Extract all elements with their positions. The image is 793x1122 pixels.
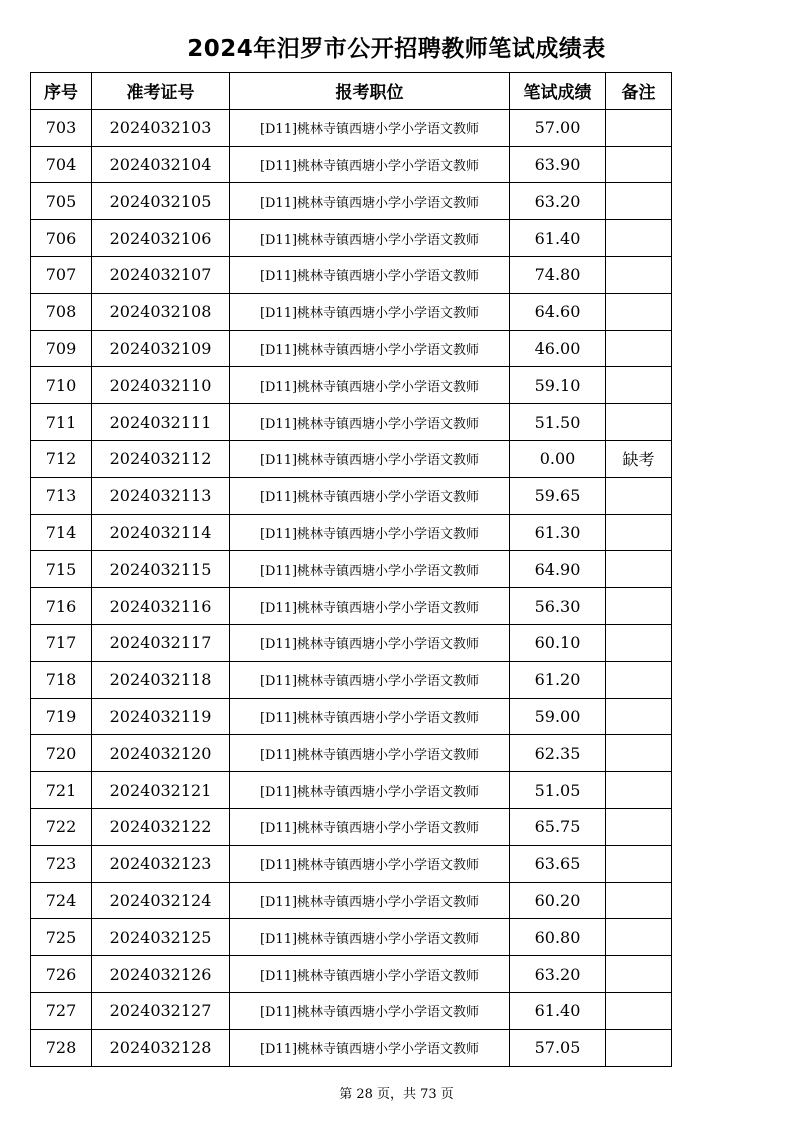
- cell-seq: 724: [31, 882, 92, 919]
- cell-position: [D11]桃林寺镇西塘小学小学语文教师: [230, 514, 510, 551]
- table-row: [31, 698, 672, 735]
- cell-position: [D11]桃林寺镇西塘小学小学语文教师: [230, 109, 510, 146]
- cell-seq: 727: [31, 992, 92, 1029]
- cell-exam-id: 2024032106: [92, 220, 230, 257]
- cell-exam-id: 2024032121: [92, 772, 230, 809]
- cell-remark: [606, 293, 672, 330]
- cell-position: [D11]桃林寺镇西塘小学小学语文教师: [230, 477, 510, 514]
- column-header-position: 报考职位: [230, 73, 510, 110]
- table-body: [31, 109, 672, 1066]
- cell-score: 57.00: [510, 109, 606, 146]
- cell-position: [D11]桃林寺镇西塘小学小学语文教师: [230, 772, 510, 809]
- cell-position: [D11]桃林寺镇西塘小学小学语文教师: [230, 845, 510, 882]
- column-header-exam-id: 准考证号: [92, 73, 230, 110]
- table-header-row: [31, 73, 672, 110]
- cell-score: 61.40: [510, 992, 606, 1029]
- cell-score: 60.20: [510, 882, 606, 919]
- table-row: [31, 404, 672, 441]
- cell-exam-id: 2024032109: [92, 330, 230, 367]
- cell-exam-id: 2024032124: [92, 882, 230, 919]
- cell-remark: [606, 514, 672, 551]
- cell-exam-id: 2024032128: [92, 1029, 230, 1066]
- cell-remark: [606, 404, 672, 441]
- cell-position: [D11]桃林寺镇西塘小学小学语文教师: [230, 293, 510, 330]
- cell-position: [D11]桃林寺镇西塘小学小学语文教师: [230, 440, 510, 477]
- cell-position: [D11]桃林寺镇西塘小学小学语文教师: [230, 661, 510, 698]
- table-row: [31, 514, 672, 551]
- page-footer: 第 28 页，共 73 页: [339, 1087, 454, 1102]
- table-row: [31, 882, 672, 919]
- cell-position: [D11]桃林寺镇西塘小学小学语文教师: [230, 404, 510, 441]
- cell-seq: 719: [31, 698, 92, 735]
- cell-score: 0.00: [510, 440, 606, 477]
- cell-exam-id: 2024032104: [92, 146, 230, 183]
- table-row: [31, 146, 672, 183]
- cell-remark: [606, 551, 672, 588]
- cell-exam-id: 2024032108: [92, 293, 230, 330]
- cell-score: 61.40: [510, 220, 606, 257]
- cell-position: [D11]桃林寺镇西塘小学小学语文教师: [230, 882, 510, 919]
- cell-position: [D11]桃林寺镇西塘小学小学语文教师: [230, 588, 510, 625]
- cell-seq: 715: [31, 551, 92, 588]
- cell-score: 63.90: [510, 146, 606, 183]
- cell-score: 51.50: [510, 404, 606, 441]
- cell-score: 51.05: [510, 772, 606, 809]
- table-row: [31, 624, 672, 661]
- cell-seq: 716: [31, 588, 92, 625]
- cell-exam-id: 2024032126: [92, 956, 230, 993]
- cell-exam-id: 2024032113: [92, 477, 230, 514]
- table-row: [31, 440, 672, 477]
- cell-remark: [606, 367, 672, 404]
- table-row: [31, 956, 672, 993]
- column-header-score: 笔试成绩: [510, 73, 606, 110]
- table-row: [31, 845, 672, 882]
- cell-position: [D11]桃林寺镇西塘小学小学语文教师: [230, 220, 510, 257]
- table-row: [31, 735, 672, 772]
- cell-score: 62.35: [510, 735, 606, 772]
- cell-seq: 710: [31, 367, 92, 404]
- cell-remark: [606, 661, 672, 698]
- cell-remark: [606, 772, 672, 809]
- cell-seq: 707: [31, 256, 92, 293]
- cell-score: 57.05: [510, 1029, 606, 1066]
- cell-seq: 704: [31, 146, 92, 183]
- cell-remark: [606, 882, 672, 919]
- cell-seq: 708: [31, 293, 92, 330]
- table-row: [31, 551, 672, 588]
- table-row: [31, 919, 672, 956]
- cell-exam-id: 2024032120: [92, 735, 230, 772]
- cell-position: [D11]桃林寺镇西塘小学小学语文教师: [230, 919, 510, 956]
- cell-seq: 706: [31, 220, 92, 257]
- cell-remark: [606, 109, 672, 146]
- cell-seq: 725: [31, 919, 92, 956]
- cell-seq: 726: [31, 956, 92, 993]
- page-title: 2024年汨罗市公开招聘教师笔试成绩表: [187, 36, 606, 62]
- table-row: [31, 220, 672, 257]
- cell-remark: [606, 256, 672, 293]
- cell-remark: [606, 735, 672, 772]
- cell-remark: [606, 588, 672, 625]
- cell-position: [D11]桃林寺镇西塘小学小学语文教师: [230, 735, 510, 772]
- table-row: [31, 109, 672, 146]
- table-row: [31, 256, 672, 293]
- cell-remark: [606, 1029, 672, 1066]
- cell-position: [D11]桃林寺镇西塘小学小学语文教师: [230, 956, 510, 993]
- cell-remark: 缺考: [606, 440, 672, 477]
- cell-position: [D11]桃林寺镇西塘小学小学语文教师: [230, 551, 510, 588]
- cell-remark: [606, 698, 672, 735]
- cell-exam-id: 2024032103: [92, 109, 230, 146]
- cell-seq: 714: [31, 514, 92, 551]
- cell-remark: [606, 330, 672, 367]
- cell-position: [D11]桃林寺镇西塘小学小学语文教师: [230, 992, 510, 1029]
- cell-seq: 723: [31, 845, 92, 882]
- cell-seq: 721: [31, 772, 92, 809]
- table-row: [31, 477, 672, 514]
- cell-position: [D11]桃林寺镇西塘小学小学语文教师: [230, 1029, 510, 1066]
- cell-position: [D11]桃林寺镇西塘小学小学语文教师: [230, 256, 510, 293]
- cell-position: [D11]桃林寺镇西塘小学小学语文教师: [230, 808, 510, 845]
- table-row: [31, 772, 672, 809]
- cell-exam-id: 2024032116: [92, 588, 230, 625]
- cell-seq: 709: [31, 330, 92, 367]
- cell-seq: 703: [31, 109, 92, 146]
- table-row: [31, 661, 672, 698]
- cell-score: 60.80: [510, 919, 606, 956]
- table-row: [31, 293, 672, 330]
- cell-exam-id: 2024032105: [92, 183, 230, 220]
- cell-remark: [606, 146, 672, 183]
- cell-position: [D11]桃林寺镇西塘小学小学语文教师: [230, 330, 510, 367]
- cell-seq: 720: [31, 735, 92, 772]
- cell-score: 64.60: [510, 293, 606, 330]
- cell-score: 61.30: [510, 514, 606, 551]
- cell-score: 65.75: [510, 808, 606, 845]
- cell-score: 63.20: [510, 956, 606, 993]
- cell-seq: 712: [31, 440, 92, 477]
- cell-seq: 728: [31, 1029, 92, 1066]
- cell-seq: 717: [31, 624, 92, 661]
- cell-exam-id: 2024032118: [92, 661, 230, 698]
- cell-exam-id: 2024032107: [92, 256, 230, 293]
- cell-exam-id: 2024032117: [92, 624, 230, 661]
- cell-remark: [606, 220, 672, 257]
- cell-exam-id: 2024032127: [92, 992, 230, 1029]
- cell-seq: 718: [31, 661, 92, 698]
- cell-remark: [606, 183, 672, 220]
- cell-score: 60.10: [510, 624, 606, 661]
- cell-exam-id: 2024032125: [92, 919, 230, 956]
- table-row: [31, 183, 672, 220]
- cell-exam-id: 2024032110: [92, 367, 230, 404]
- cell-exam-id: 2024032115: [92, 551, 230, 588]
- cell-score: 46.00: [510, 330, 606, 367]
- cell-score: 63.20: [510, 183, 606, 220]
- column-header-remark: 备注: [606, 73, 672, 110]
- cell-position: [D11]桃林寺镇西塘小学小学语文教师: [230, 146, 510, 183]
- cell-exam-id: 2024032119: [92, 698, 230, 735]
- cell-exam-id: 2024032114: [92, 514, 230, 551]
- cell-remark: [606, 992, 672, 1029]
- cell-seq: 722: [31, 808, 92, 845]
- table-row: [31, 992, 672, 1029]
- table-row: [31, 1029, 672, 1066]
- cell-score: 59.10: [510, 367, 606, 404]
- cell-remark: [606, 477, 672, 514]
- table-row: [31, 808, 672, 845]
- cell-score: 56.30: [510, 588, 606, 625]
- cell-exam-id: 2024032111: [92, 404, 230, 441]
- cell-seq: 711: [31, 404, 92, 441]
- cell-position: [D11]桃林寺镇西塘小学小学语文教师: [230, 624, 510, 661]
- score-table: [30, 72, 672, 1067]
- cell-score: 61.20: [510, 661, 606, 698]
- cell-position: [D11]桃林寺镇西塘小学小学语文教师: [230, 698, 510, 735]
- cell-remark: [606, 624, 672, 661]
- cell-remark: [606, 808, 672, 845]
- cell-position: [D11]桃林寺镇西塘小学小学语文教师: [230, 183, 510, 220]
- cell-position: [D11]桃林寺镇西塘小学小学语文教师: [230, 367, 510, 404]
- table-row: [31, 588, 672, 625]
- table-row: [31, 367, 672, 404]
- column-header-seq: 序号: [31, 73, 92, 110]
- cell-seq: 705: [31, 183, 92, 220]
- cell-remark: [606, 956, 672, 993]
- cell-score: 59.00: [510, 698, 606, 735]
- cell-remark: [606, 845, 672, 882]
- cell-score: 63.65: [510, 845, 606, 882]
- table-row: [31, 330, 672, 367]
- cell-seq: 713: [31, 477, 92, 514]
- cell-score: 59.65: [510, 477, 606, 514]
- cell-exam-id: 2024032122: [92, 808, 230, 845]
- cell-exam-id: 2024032123: [92, 845, 230, 882]
- cell-exam-id: 2024032112: [92, 440, 230, 477]
- cell-remark: [606, 919, 672, 956]
- cell-score: 74.80: [510, 256, 606, 293]
- cell-score: 64.90: [510, 551, 606, 588]
